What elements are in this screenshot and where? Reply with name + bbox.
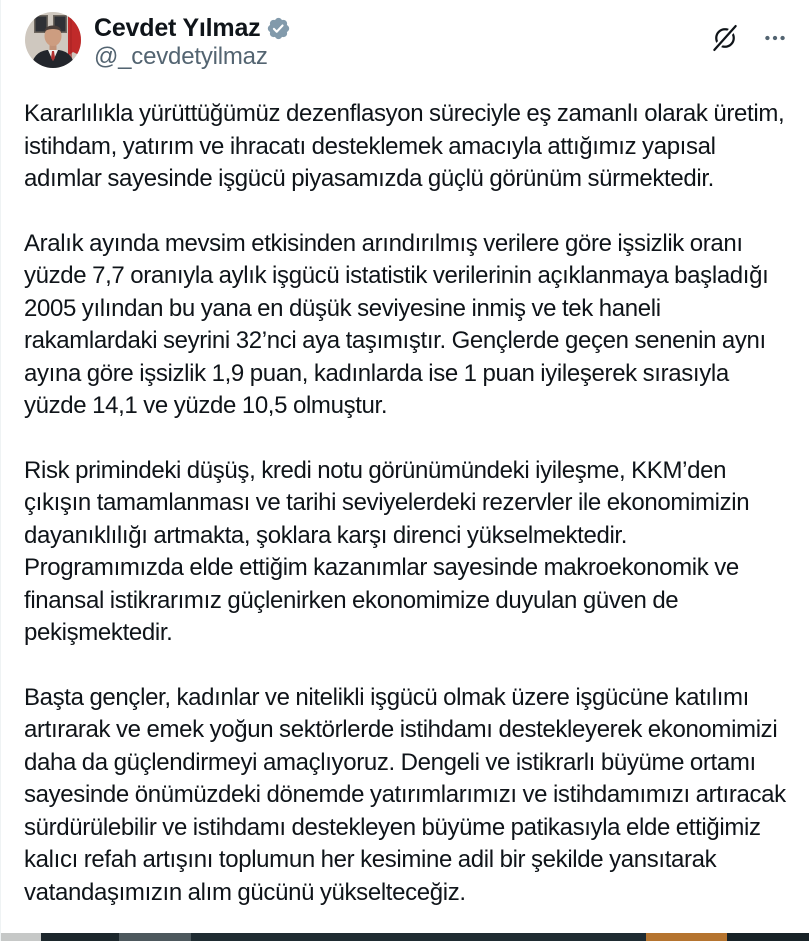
paragraph: Kararlılıkla yürüttüğümüz dezenflasyon süreciyle eş zamanlı olarak üretim, istihdam, yatırım ve ihracatı desteklemek amacıyla attığımız yapısal adımlar sayesinde işgücü piyasamızda güçlü görünüm sürmektedir. — [24, 100, 785, 192]
paragraph: Risk primindeki düşüş, kredi notu görünümündeki iyileşme, KKM’den çıkışın tamamlanması ve tarihi seviyelerdeki rezervler ile ekonomimizin dayanıklılığı artmakta, şoklara karşı direnci yükselmektedir. Programımızda elde ettiğim kazanımlar sayesinde makroekonomik ve finansal istikrarımız güçlenirken ekonomimize duyulan güven de pekişmektedir. — [24, 456, 750, 646]
more-button[interactable] — [757, 20, 793, 56]
avatar[interactable] — [25, 12, 81, 68]
grok-button[interactable] — [707, 20, 743, 56]
grok-slashed-circle-icon — [710, 23, 740, 53]
author-name-row — [94, 14, 707, 42]
post-header — [1, 0, 809, 72]
paragraph: Başta gençler, kadınlar ve nitelikli işgücü olmak üzere işgücüne katılımı artırarak ve emek yoğun sektörlerde istihdamı destekleyerek ekonomimizi daha da güçlendirmeyi amaçlıyoruz. Dengeli ve istikrarlı büyüme ortamı sayesinde önümüzdeki dönemde yatırımlarımızı ve istihdamımızı artıracak sürdürülebilir ve istihdamı destekleyen büyüme patikasıyla elde ettiğimiz kalıcı refah artışını toplumun her kesimine adil bir şekilde yansıtarak vatandaşımızın alım gücünü yükselteceğiz. — [24, 683, 786, 906]
author-handle[interactable]: @_cevdetyilmaz — [94, 43, 268, 70]
media-strip[interactable] — [1, 933, 809, 941]
header-actions — [707, 12, 793, 56]
avatar-image — [25, 12, 81, 68]
ellipsis-icon — [762, 25, 788, 51]
verified-badge-icon[interactable] — [266, 16, 291, 41]
author-info — [94, 12, 707, 72]
tweet-card — [1, 0, 809, 909]
post-text — [1, 98, 809, 909]
paragraph: Aralık ayında mevsim etkisinden arındırılmış verilere göre işsizlik oranı yüzde 7,7 oranıyla aylık işgücü istatistik verilerinin açıklanmaya başladığı 2005 yılından bu yana en düşük seviyesine inmiş ve tek haneli rakamlardaki seyrini 32’nci aya taşımıştır. Gençlerde geçen senenin aynı ayına göre işsizlik 1,9 puan, kadınlarda ise 1 puan iyileşerek sırasıyla yüzde 14,1 ve yüzde 10,5 olmuştur. — [24, 229, 769, 419]
author-name[interactable]: Cevdet Yılmaz — [94, 14, 261, 42]
